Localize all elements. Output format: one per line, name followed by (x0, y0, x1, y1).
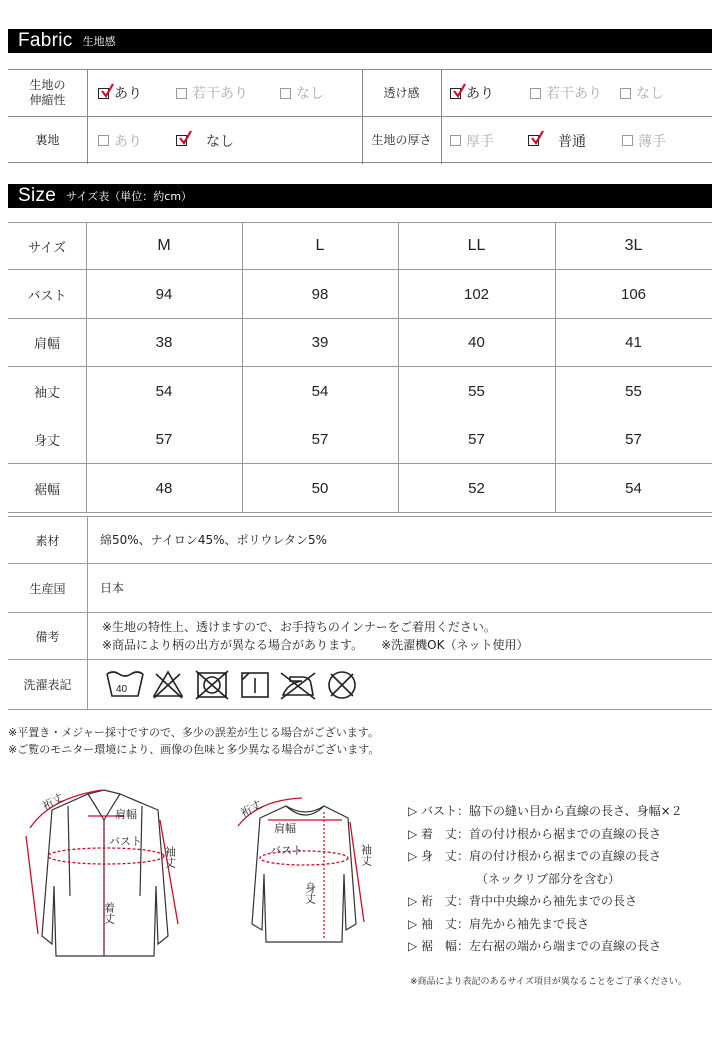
sheer-label: 透け感 (362, 70, 442, 116)
definition-item: ▷ 袖 丈：肩先から袖先まで長さ (408, 916, 590, 931)
check-mark-icon (452, 83, 466, 99)
checkbox-icon (622, 135, 633, 146)
checkbox-icon (528, 135, 539, 146)
lining-label: 裏地 (8, 117, 88, 164)
no-tumble-dry-icon (196, 671, 228, 699)
table-row (8, 464, 712, 512)
checkbox-icon (450, 135, 461, 146)
check-mark-icon (178, 130, 192, 146)
checkbox-icon (176, 135, 187, 146)
check-mark-icon (530, 130, 544, 146)
table-cell: 38 (155, 334, 173, 351)
fabric-row-2 (8, 117, 712, 164)
sheer-option-yes: あり (450, 70, 494, 116)
line-dry-shade-icon (242, 673, 268, 697)
thickness-option-normal: 普通 (528, 117, 586, 164)
fabric-row-1 (8, 70, 712, 117)
no-bleach-icon (154, 672, 182, 698)
table-row (8, 319, 712, 367)
material-value: 綿50%、ナイロン45%、ポリウレタン5% (100, 533, 328, 547)
stretch-option-slight: 若干あり (176, 70, 248, 116)
table-cell: 57 (311, 431, 329, 448)
wash-temp: 40 (116, 684, 128, 695)
lining-option-no: なし (176, 117, 234, 164)
definition-item: ▷ 裾 幅：左右裾の端から端までの直線の長さ (408, 939, 662, 953)
size-col-l: L (315, 237, 325, 254)
jacket-sleeve-label: 袖丈 (163, 846, 177, 868)
checkbox-icon (450, 88, 461, 99)
definition-item: ▷ 着 丈：首の付け根から裾までの直線の長さ (408, 826, 662, 841)
table-cell: 54 (311, 383, 329, 400)
checkbox-icon (280, 88, 291, 99)
table-cell: 102 (463, 285, 490, 303)
table-cell: 50 (311, 479, 329, 497)
fabric-subtitle: 生地感 (82, 35, 116, 48)
table-row (8, 270, 712, 319)
stretch-option-yes: あり (98, 70, 142, 116)
material-label: 素材 (8, 517, 88, 563)
jacket-length-label: 着丈 (102, 902, 116, 924)
size-corner-label: サイズ (8, 223, 86, 269)
size-subtitle: サイズ表（単位：約cm） (66, 190, 193, 203)
note-line: ※平置き・メジャー採寸ですので、多少の誤差が生じる場合がございます。 (8, 726, 379, 739)
knit-diagram (218, 782, 396, 962)
table-cell: 55 (468, 383, 485, 400)
remarks-row (8, 613, 712, 660)
table-cell: 98 (311, 285, 329, 303)
stretch-option-no: なし (280, 70, 324, 116)
knit-yuki-label: 裄丈 (238, 798, 265, 820)
definition-item: ▷ バスト：脇下の縫い目から直線の長さ、身幅×２ (408, 804, 683, 818)
origin-value: 日本 (100, 581, 125, 595)
table-cell: 55 (625, 383, 642, 400)
checkbox-icon (620, 88, 631, 99)
row-label: 袖丈 (8, 367, 86, 416)
measurement-definitions (408, 800, 683, 958)
definition-item: （ネックリブ部分を含む） (476, 871, 621, 886)
measurement-notes (8, 724, 379, 758)
size-col-ll: LL (467, 237, 486, 254)
row-label: バスト (8, 270, 86, 318)
jacket-yuki-label: 裄丈 (40, 791, 66, 813)
checkbox-icon (530, 88, 541, 99)
definition-item: ▷ 裄 丈：背中中央線から袖先までの長さ (408, 894, 638, 908)
definition-item: ▷ 身 丈：肩の付け根から裾までの直線の長さ (408, 849, 662, 863)
care-symbols (104, 668, 364, 702)
care-row (8, 660, 712, 710)
footnote: ※商品により表記のあるサイズ項目が異なることをご了承ください。 (410, 977, 687, 987)
table-cell: 57 (468, 431, 485, 448)
table-cell: 94 (155, 285, 173, 303)
size-title: Size (18, 185, 57, 206)
table-cell: 54 (625, 479, 642, 497)
knit-sleeve-label: 袖丈 (359, 844, 373, 866)
checkbox-icon (98, 135, 109, 146)
remarks-label: 備考 (8, 613, 88, 659)
table-row (8, 367, 712, 416)
note-line: ※ご覧のモニター環境により、画像の色味と多少異なる場合がございます。 (8, 743, 380, 756)
table-cell: 48 (155, 479, 173, 497)
table-row (8, 416, 712, 464)
table-cell: 52 (468, 479, 485, 497)
stretch-label: 生地の 伸縮性 (8, 70, 88, 116)
care-label: 洗濯表記 (8, 660, 88, 709)
jacket-bust-label: バスト (109, 835, 142, 848)
fabric-grid (8, 69, 712, 163)
jacket-shoulder-label: 肩幅 (115, 808, 137, 821)
row-label: 肩幅 (8, 319, 86, 366)
knit-length-label: 身丈 (303, 882, 317, 904)
no-dry-clean-icon (329, 672, 355, 698)
size-col-3l: 3L (624, 237, 643, 254)
thickness-option-thin: 薄手 (622, 117, 666, 164)
size-table (8, 222, 712, 512)
check-mark-icon (100, 83, 114, 99)
row-label: 裾幅 (8, 464, 86, 512)
table-cell: 39 (311, 334, 329, 351)
table-cell: 54 (155, 383, 173, 400)
size-col-m: M (157, 237, 171, 254)
knit-shoulder-label: 肩幅 (274, 822, 296, 835)
fabric-section-header (8, 29, 712, 53)
sheer-option-slight: 若干あり (530, 70, 602, 116)
table-cell: 106 (620, 285, 647, 303)
checkbox-icon (98, 88, 109, 99)
thickness-label: 生地の厚さ (362, 117, 442, 164)
origin-label: 生産国 (8, 564, 88, 612)
no-iron-icon (281, 673, 315, 699)
row-label: 身丈 (8, 416, 86, 463)
material-row (8, 517, 712, 564)
table-cell: 40 (468, 334, 485, 351)
remarks-value: ※生地の特性上、透けますので、お手持ちのインナーをご着用ください。 ※商品により柄の出方が異なる場合があります。 ※洗濯機OK（ネット使用） (102, 620, 529, 652)
size-section-header (8, 184, 712, 208)
checkbox-icon (176, 88, 187, 99)
origin-row (8, 564, 712, 613)
table-cell: 41 (625, 334, 642, 351)
thickness-option-thick: 厚手 (450, 117, 494, 164)
sheer-option-no: なし (620, 70, 664, 116)
table-cell: 57 (155, 431, 173, 448)
size-table-header (8, 222, 712, 270)
lining-option-yes: あり (98, 117, 142, 164)
knit-bust-label: バスト (270, 844, 303, 857)
fabric-title: Fabric (18, 30, 73, 51)
table-cell: 57 (625, 431, 642, 448)
jacket-diagram (8, 776, 213, 976)
wash-40-icon (107, 672, 143, 696)
